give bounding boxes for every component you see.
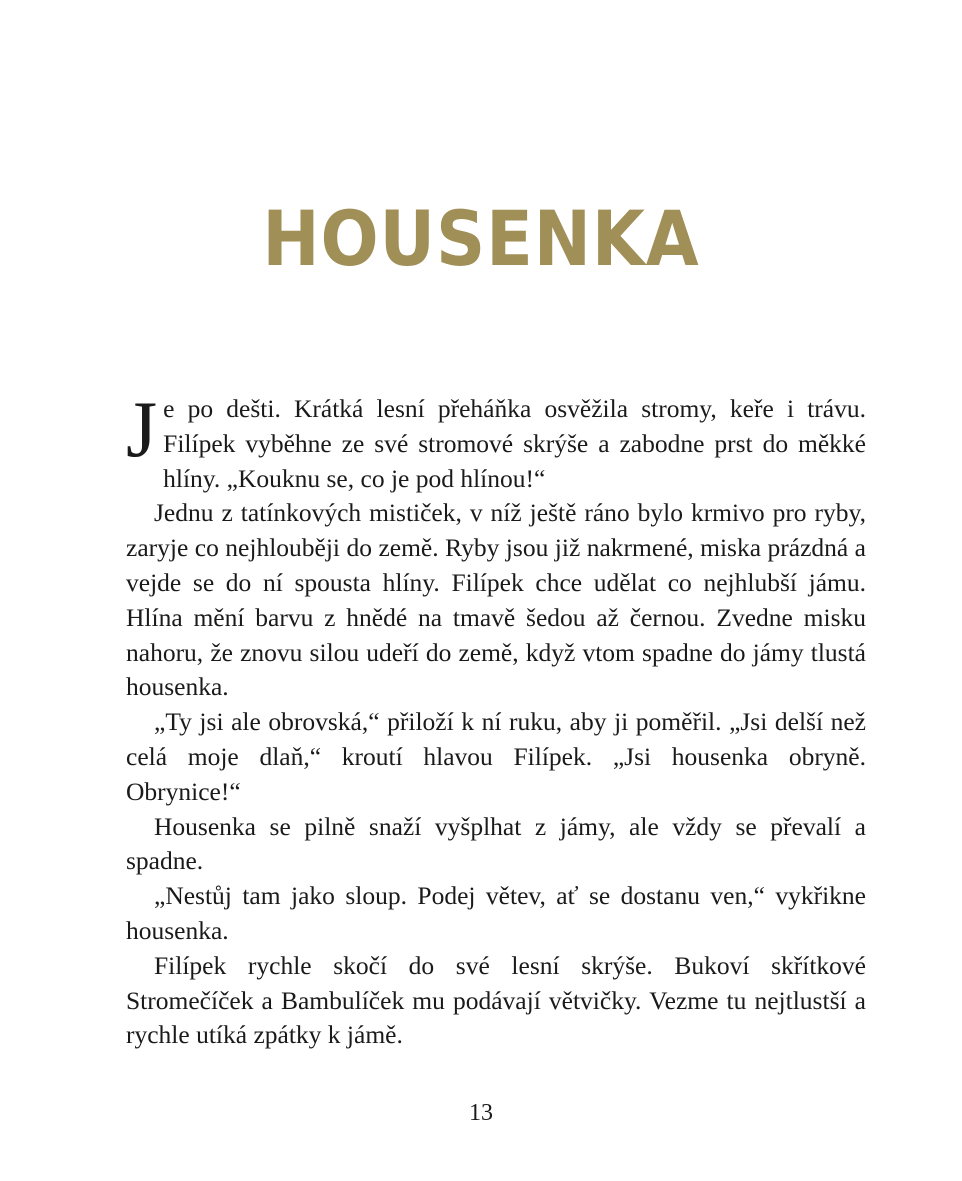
page-number: 13	[469, 1100, 493, 1126]
paragraph-2: Jednu z tatínkových mističek, v níž ještě ráno bylo krmivo pro ryby, zaryje co nejhlouběji do země. Ryby jsou již nakrmené, miska prázdná a vejde se do ní spousta hlíny. Filípek chce udělat co nejhlubší jámu. Hlína mění barvu z hnědé na tmavě šedou až černou. Zvedne misku nahoru, že znovu silou udeří do země, když vtom spadne do jámy tlustá housenka.	[126, 498, 866, 702]
paragraph-5: „Nestůj tam jako sloup. Podej větev, ať se dostanu ven,“ vykřikne housenka.	[126, 881, 866, 945]
chapter-body	[126, 364, 866, 1053]
chapter-title: HOUSENKA	[262, 193, 700, 283]
paragraph-text: e po dešti. Krátká lesní přeháňka osvěžila stromy, keře i trávu. Filípek vyběhne ze své stromové skrýše a zabodne prst do měkké hlíny. „Kouknu se, co je pod hlínou!“	[163, 394, 866, 493]
paragraph-4: Housenka se pilně snaží vyšplhat z jámy, ale vždy se převalí a spadne.	[126, 811, 866, 876]
drop-cap: J	[126, 386, 158, 474]
paragraph-3: „Ty jsi ale obrovská,“ přiloží k ní ruku, aby ji poměřil. „Jsi delší než celá moje dlaň,“ kroutí hlavou Filípek. „Jsi housenka obryně. Obrynice!“	[126, 707, 866, 806]
paragraph-6: Filípek rychle skočí do své lesní skrýše. Bukoví skřítkové Stromečíček a Bambulíček mu podávají větvičky. Vezme tu nejtlustší a rychle utíká zpátky k jámě.	[126, 950, 866, 1050]
paragraph-1	[126, 386, 866, 496]
